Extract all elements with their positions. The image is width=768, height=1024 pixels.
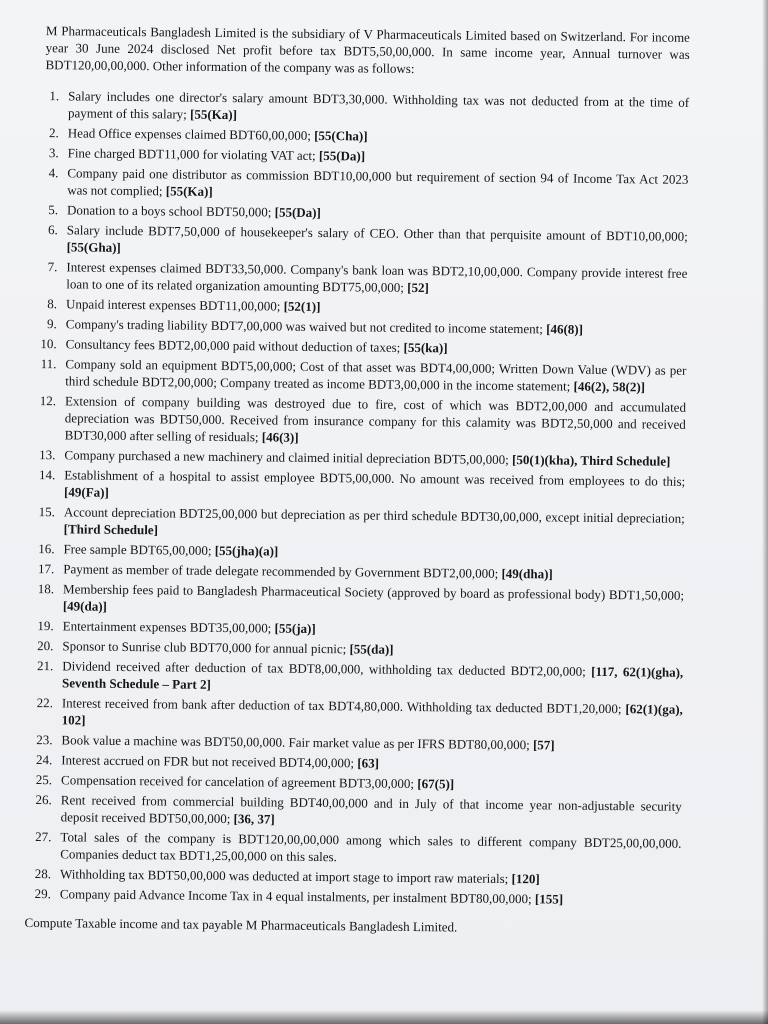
section-reference: [49(dha)] <box>501 565 553 582</box>
item-number: 19. <box>37 618 54 634</box>
list-item <box>29 503 685 544</box>
item-text <box>63 617 684 641</box>
list-item <box>31 258 687 299</box>
item-text <box>64 446 685 470</box>
section-reference: [52(1)] <box>283 298 321 315</box>
section-reference: [36, 37] <box>233 811 275 827</box>
section-reference: [55(Da)] <box>274 204 321 221</box>
item-text <box>67 201 688 225</box>
item-body: Company paid one distributor as commission BDT10,00,000 but requirement of section 94 of Income Tax Act 2023 was not complied; <box>67 165 689 199</box>
item-number: 16. <box>38 541 55 557</box>
section-reference: [55(da)] <box>349 641 394 657</box>
section-reference: [55(ka)] <box>403 339 448 356</box>
section-reference: [49(Fa)] <box>64 484 109 500</box>
item-body: Unpaid interest expenses BDT11,00,000; <box>65 296 281 314</box>
list-item <box>25 828 681 869</box>
document-content <box>24 22 689 938</box>
item-text <box>68 87 689 128</box>
item-number: 12. <box>39 393 57 409</box>
list-item <box>27 657 683 698</box>
section-reference: [52] <box>407 279 429 296</box>
item-body: Total sales of the company is BDT120,00,00,000 among which sales to different company BDT25,00,00,000. Companies deduct tax BDT1,25,00,000 on this sales. <box>60 829 682 865</box>
item-number: 3. <box>48 145 59 161</box>
item-body: Extension of company building was destroyed due to fire, cost of which was BDT2,00,000 and accumulated depreciation was BDT50,000. Received from insurance company for this calamity was BDT2,50,000 and received BDT30,000 after selling of residuals; <box>64 393 687 445</box>
item-number: 7. <box>47 259 58 275</box>
item-number: 23. <box>36 732 53 748</box>
section-reference: [55(jha)(a)] <box>214 542 279 559</box>
item-text <box>61 791 682 832</box>
item-number: 15. <box>38 504 55 520</box>
list-item <box>32 164 688 205</box>
item-number: 13. <box>39 447 56 463</box>
item-body: Account depreciation BDT25,00,000 but depreciation as per third schedule BDT30,00,000, except initial depreciation; <box>63 504 685 526</box>
page-edge-shadow-bottom <box>0 1010 768 1024</box>
item-number: 11. <box>40 356 57 372</box>
item-body: Head Office expenses claimed BDT60,00,000; <box>67 125 311 143</box>
item-number: 5. <box>48 202 59 218</box>
item-text <box>61 771 682 795</box>
section-reference: [63] <box>357 755 380 771</box>
section-reference: [67(5)] <box>417 776 455 792</box>
item-text <box>63 540 684 564</box>
intro-paragraph: M Pharmaceuticals Bangladesh Limited is the subsidiary of V Pharmaceuticals Limited based on Switzerland. For income year 30 June 2024 disclosed Net profit before tax BDT5,50,00,000. In same income year, Annual turnover was BDT120,00,00,000. Other information of the company was as follows: <box>45 23 690 76</box>
item-body: Establishment of a hospital to assist employee BDT5,00,000. No amount was received from employees to do this; <box>64 467 686 489</box>
item-body: Rent received from commercial building BDT40,00,000 and in July of that income year non-adjustable security deposit received BDT50,00,000; <box>60 792 682 827</box>
item-body: Company purchased a new machinery and claimed initial depreciation BDT5,00,000; <box>64 447 509 467</box>
item-number: 4. <box>48 165 59 181</box>
item-body: Book value a machine was BDT50,00,000. Fair market value as per IFRS BDT80,00,000; <box>61 732 530 753</box>
item-body: Company's trading liability BDT7,00,000 was waived but not credited to income statement; <box>65 316 544 337</box>
item-number: 14. <box>38 467 56 483</box>
list-item <box>33 87 689 128</box>
item-body: Free sample BDT65,00,000; <box>63 541 212 558</box>
section-reference: [57] <box>532 737 555 753</box>
item-number: 8. <box>47 296 58 312</box>
item-text <box>62 694 683 735</box>
section-reference: [155] <box>534 891 564 907</box>
section-reference: [117, 62(1)(gha), Seventh Schedule – Part 2] <box>62 663 684 692</box>
list-item <box>29 466 685 507</box>
item-text <box>67 221 688 262</box>
item-text <box>62 637 683 661</box>
item-text <box>61 731 682 755</box>
item-body: Withholding tax BDT50,00,000 was deducted at import stage to import raw materials; <box>60 866 509 887</box>
section-reference: [55(Gha)] <box>66 239 121 255</box>
item-number: 24. <box>35 752 53 768</box>
list-item <box>28 580 684 621</box>
item-number: 9. <box>47 316 57 332</box>
section-reference: [46(2), 58(2)] <box>573 378 646 395</box>
item-body: Compensation received for cancelation of agreement BDT3,00,000; <box>60 772 415 792</box>
section-reference: [46(8)] <box>546 321 584 337</box>
item-number: 25. <box>35 772 53 788</box>
item-number: 26. <box>35 792 52 808</box>
item-text <box>61 751 682 775</box>
list-item <box>25 885 681 909</box>
item-text <box>66 335 687 359</box>
list-item <box>26 791 682 832</box>
item-text <box>68 144 689 168</box>
item-text <box>62 657 683 698</box>
section-reference: [46(3)] <box>261 429 299 445</box>
item-number: 28. <box>34 866 52 882</box>
item-text <box>65 355 686 396</box>
item-text <box>63 580 684 621</box>
section-reference: [55(Da)] <box>318 147 366 164</box>
item-body: Company paid Advance Income Tax in 4 equal instalments, per instalment BDT80,00,000; <box>59 886 532 907</box>
item-body: Interest expenses claimed BDT33,50,000. Company's bank loan was BDT2,10,00,000. Company provide interest free loan to one of its related organization amounting BDT75,00,000; <box>66 259 688 295</box>
item-number: 22. <box>36 695 53 711</box>
item-number: 17. <box>37 561 55 577</box>
item-number: 1. <box>49 88 60 104</box>
item-number: 21. <box>36 658 54 674</box>
item-body: Membership fees paid to Bangladesh Pharmaceutical Society (approved by board as professional body) BDT1,50,000; <box>62 581 685 603</box>
section-reference: [55(Ka)] <box>189 106 238 123</box>
item-text <box>64 466 685 507</box>
item-body: Consultancy fees BDT2,00,000 paid without deduction of taxes; <box>65 336 401 355</box>
item-body: Company sold an equipment BDT5,00,000; Cost of that asset was BDT4,00,000; Written Down Value (WDV) as per third schedule BDT2,00,000; Company treated as income BDT3,00,000 in the income statement; <box>65 356 687 394</box>
item-body: Fine charged BDT11,000 for violating VAT act; <box>67 145 316 163</box>
page-edge-shadow-right <box>762 0 768 1024</box>
item-text <box>64 503 685 544</box>
item-body: Salary include BDT7,50,000 of housekeeper's salary of CEO. Other than that perquisite amount of BDT10,00,000; <box>66 222 688 244</box>
item-text <box>60 828 681 869</box>
item-body: Entertainment expenses BDT35,00,000; <box>62 618 272 636</box>
item-text <box>66 315 687 339</box>
item-number: 20. <box>37 638 54 654</box>
item-number: 18. <box>37 581 55 597</box>
section-reference: [55(Cha)] <box>314 127 368 144</box>
section-reference: [120] <box>511 871 540 887</box>
item-number: 6. <box>47 222 58 238</box>
section-reference: [49(da)] <box>62 598 108 614</box>
section-reference: [Third Schedule] <box>63 521 159 538</box>
item-number: 27. <box>35 829 52 845</box>
section-reference: [55(ja)] <box>274 620 316 636</box>
item-text <box>60 885 681 909</box>
section-reference: [62(1)(ga), 102] <box>61 701 683 728</box>
list-item <box>32 221 688 262</box>
item-body: Dividend received after deduction of tax BDT8,00,000, withholding tax deducted BDT2,00,000; <box>62 658 586 679</box>
item-body: Donation to a boys school BDT50,000; <box>66 202 272 220</box>
item-text <box>65 392 687 450</box>
item-number: 2. <box>49 125 59 141</box>
section-reference: [55(Ka)] <box>165 183 213 199</box>
item-text <box>67 164 688 205</box>
item-body: Interest received from bank after deduction of tax BDT4,80,000. Withholding tax deducted BDT1,20,000; <box>61 695 622 717</box>
conclusion-text: Compute Taxable income and tax payable M Pharmaceuticals Bangladesh Limited. <box>24 914 458 935</box>
item-body: Payment as member of trade delegate recommended by Government BDT2,00,000; <box>63 561 499 581</box>
item-text <box>66 258 687 299</box>
list-item <box>30 392 686 450</box>
section-reference: [50(1)(kha), Third Schedule] <box>512 452 671 469</box>
item-number: 10. <box>40 336 57 352</box>
list-item <box>27 694 683 735</box>
item-number: 29. <box>34 886 51 902</box>
item-text <box>68 124 689 148</box>
item-body: Salary includes one director's salary amount BDT3,30,000. Withholding tax was not deducted from at the time of payment of this salary; <box>67 88 690 122</box>
item-body: Interest accrued on FDR but not received BDT4,00,000; <box>61 752 355 771</box>
item-body: Sponsor to Sunrise club BDT70,000 for annual picnic; <box>62 638 347 657</box>
question-list <box>25 87 689 909</box>
list-item <box>30 355 686 396</box>
